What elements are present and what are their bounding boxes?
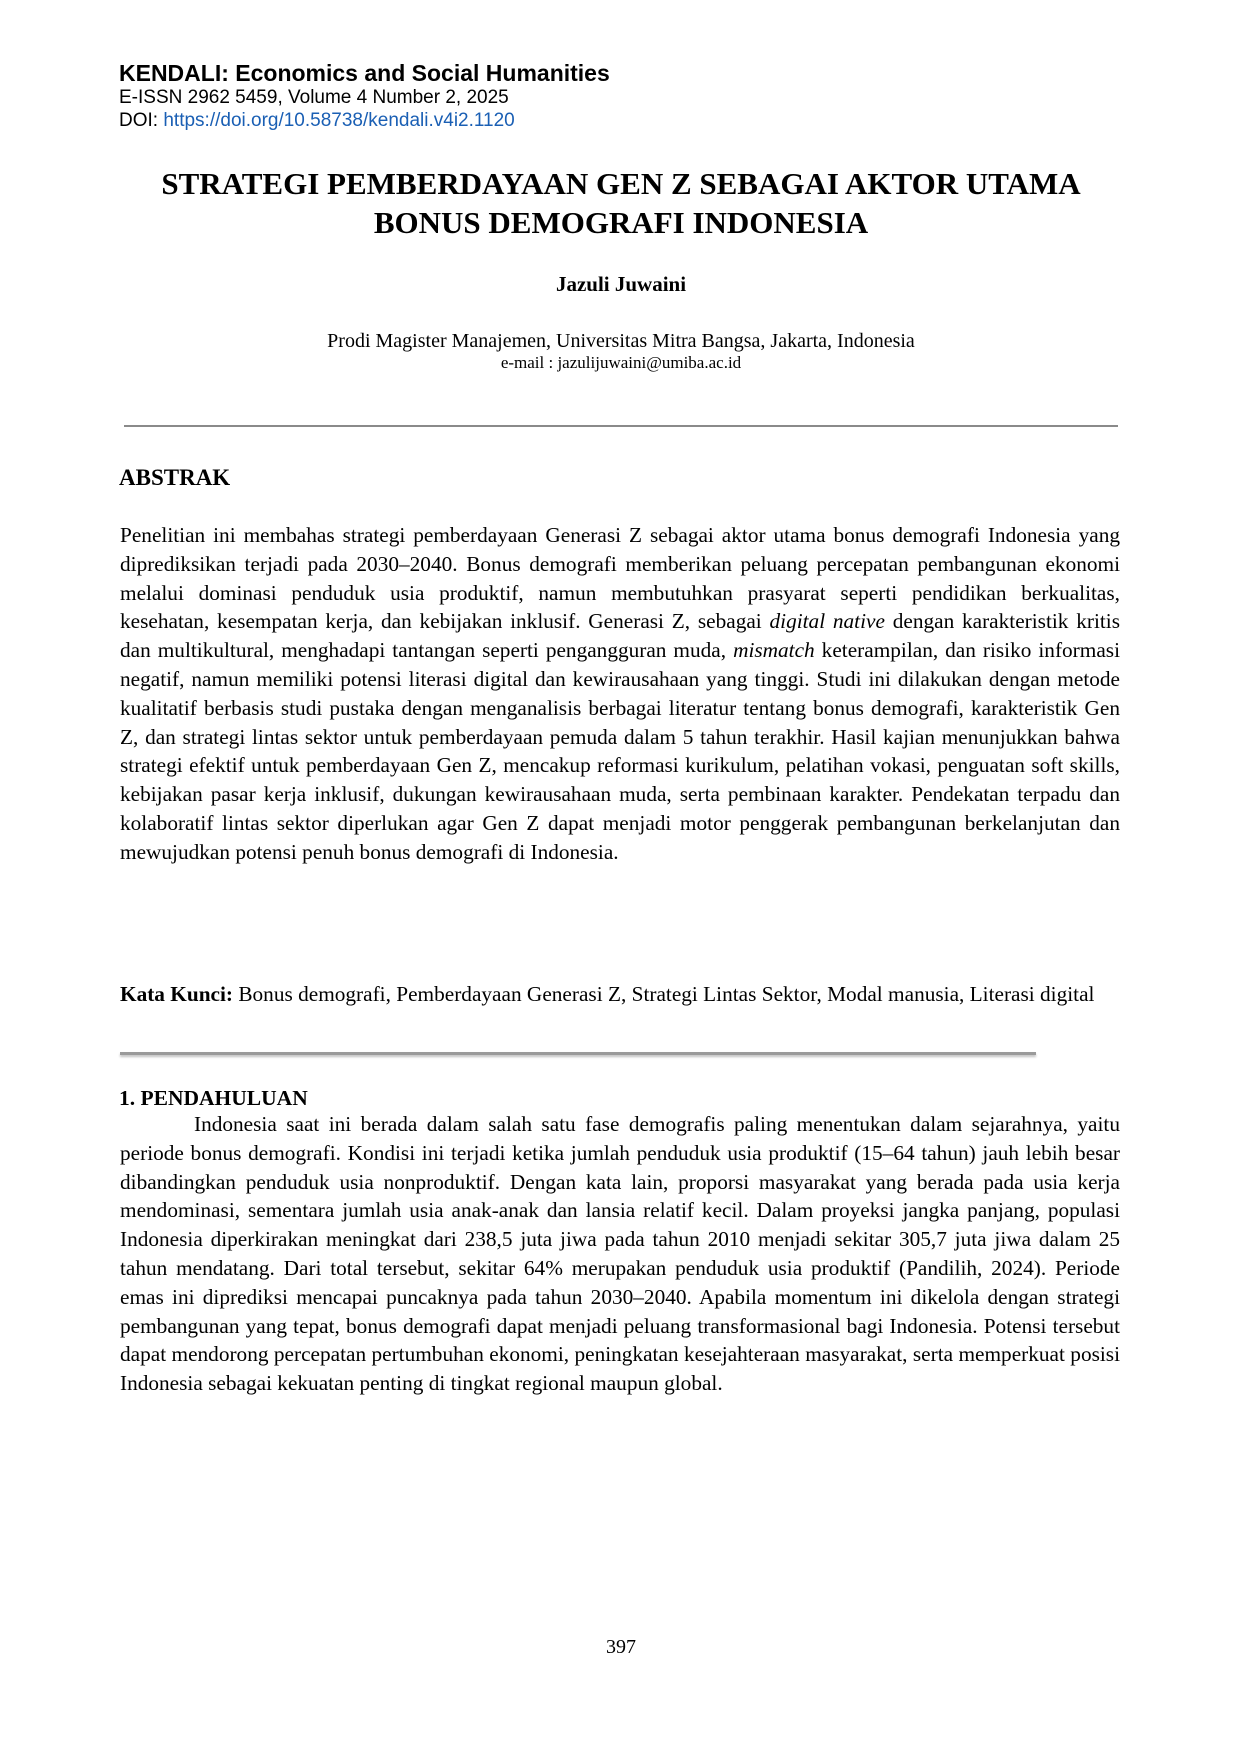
abstract-italic-mismatch: mismatch (733, 638, 815, 663)
abstract-part-3: keterampilan, dan risiko informasi negatif, namun memiliki potensi literasi digital dan kewirausahaan yang tinggi. Studi ini dilakukan dengan metode kualitatif berbasis studi pustaka dengan menganalisis berbagai literatur tentang bonus demografi, karakteristik Gen Z, dan strategi lintas sektor untuk pemberdayaan pemuda dalam 5 tahun terakhir. Hasil kajian menunjukkan bahwa strategi efektif untuk pemberdayaan Gen Z, mencakup reformasi kurikulum, pelatihan vokasi, penguatan soft skills, kebijakan pasar kerja inklusif, dukungan kewirausahaan muda, serta pembinaan karakter. Pendekatan terpadu dan kolaboratif lintas sektor diperlukan agar Gen Z dapat menjadi motor penggerak pembangunan berkelanjutan dan mewujudkan potensi penuh bonus demografi di Indonesia. (120, 638, 1120, 864)
abstract-italic-digital-native: digital native (769, 609, 885, 634)
paper-title (100, 164, 1142, 242)
introduction-paragraph: Indonesia saat ini berada dalam salah satu fase demografis paling menentukan dalam sejarahnya, yaitu periode bonus demografi. Kondisi ini terjadi ketika jumlah penduduk usia produktif (15–64 tahun) jauh lebih besar dibandingkan penduduk usia nonproduktif. Dengan kata lain, proporsi masyarakat yang berada pada usia kerja mendominasi, sementara jumlah usia anak-anak dan lansia relatif kecil. Dalam proyeksi jangka panjang, populasi Indonesia diperkirakan meningkat dari 238,5 juta jiwa pada tahun 2010 menjadi sekitar 305,7 juta jiwa dalam 25 tahun mendatang. Dari total tersebut, sekitar 64% merupakan penduduk usia produktif (Pandilih, 2024). Periode emas ini diprediksi mencapai puncaknya pada tahun 2030–2040. Apabila momentum ini dikelola dengan strategi pembangunan yang tepat, bonus demografi dapat menjadi peluang transformasional bagi Indonesia. Potensi tersebut dapat mendorong percepatan pertumbuhan ekonomi, peningkatan kesejahteraan masyarakat, serta memperkuat posisi Indonesia sebagai kekuatan penting di tingkat regional maupun global. (120, 1112, 1120, 1396)
journal-name: KENDALI: Economics and Social Humanities (119, 60, 610, 86)
doi-link[interactable]: https://doi.org/10.58738/kendali.v4i2.1120 (163, 109, 515, 131)
abstract-part-2: dengan karakteristik kritis dan multikultural, menghadapi tantangan seperti pengangguran muda, (120, 609, 1120, 663)
author-affiliation: Prodi Magister Manajemen, Universitas Mitra Bangsa, Jakarta, Indonesia (327, 330, 915, 352)
keywords (120, 980, 1120, 1009)
page-number: 397 (606, 1636, 636, 1658)
journal-header (119, 60, 610, 132)
journal-issn: E-ISSN 2962 5459, Volume 4 Number 2, 2025 (119, 87, 509, 109)
abstract-heading: ABSTRAK (119, 465, 231, 490)
author-name: Jazuli Juwaini (555, 272, 687, 296)
abstract-part-1: Penelitian ini membahas strategi pemberdayaan Generasi Z sebagai aktor utama bonus demografi Indonesia yang diprediksikan terjadi pada 2030–2040. Bonus demografi memberikan peluang percepatan pembangunan ekonomi melalui dominasi penduduk usia produktif, namun membutuhkan prasyarat seperti pendidikan berkualitas, kesehatan, kesempatan kerja, dan kebijakan inklusif. Generasi Z, sebagai (120, 523, 1120, 634)
abstract-text (120, 521, 1120, 867)
journal-doi (119, 110, 610, 132)
paper-title-line-2: BONUS DEMOGRAFI INDONESIA (373, 205, 869, 240)
keywords-label: Kata Kunci: (120, 982, 233, 1006)
keywords-text: Bonus demografi, Pemberdayaan Generasi Z, Strategi Lintas Sektor, Modal manusia, Literasi digital (233, 982, 1095, 1006)
paper-title-line-1: STRATEGI PEMBERDAYAAN GEN Z SEBAGAI AKTOR UTAMA (161, 166, 1081, 201)
author-affiliation-block (100, 329, 1142, 373)
author-email: e-mail : jazulijuwaini@umiba.ac.id (500, 353, 742, 372)
doi-label: DOI: (119, 109, 164, 131)
header-divider (124, 425, 1118, 427)
abstract-divider (120, 1052, 1036, 1055)
section-heading-introduction: 1. PENDAHULUAN (119, 1086, 308, 1110)
